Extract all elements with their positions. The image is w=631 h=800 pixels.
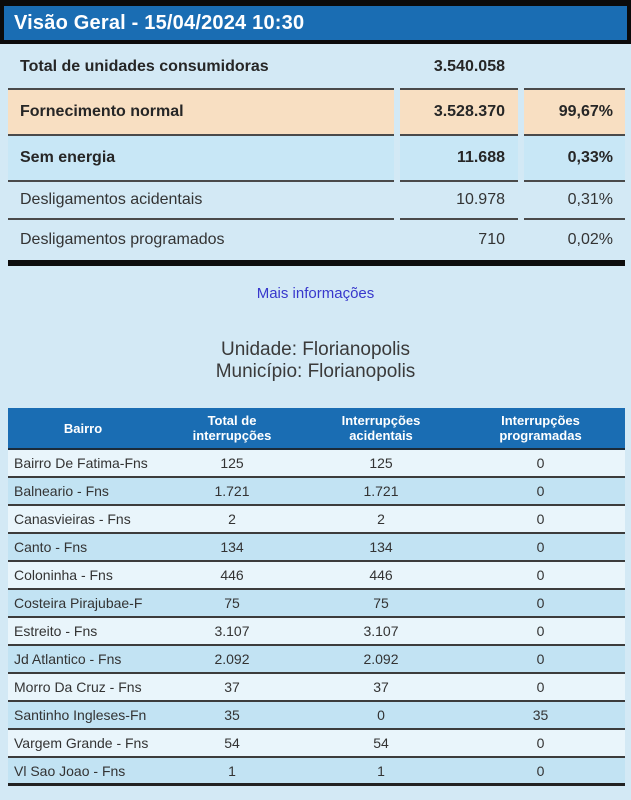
summary-value: 710 xyxy=(478,231,505,248)
interrupcoes-acidentais: 1.721 xyxy=(363,483,399,499)
municipio-label: Município: Florianopolis xyxy=(215,361,416,382)
summary-value: 11.688 xyxy=(400,136,518,182)
summary-row-sem-energia xyxy=(8,136,625,182)
header-interrupcoes-programadas: Interrupções programadas xyxy=(499,413,582,443)
interrupcoes-acidentais: 3.107 xyxy=(363,623,399,639)
total-interrupcoes: 2.092 xyxy=(214,651,250,667)
total-interrupcoes: 3.107 xyxy=(214,623,250,639)
interrupcoes-programadas: 0 xyxy=(536,483,545,499)
summary-table xyxy=(8,46,625,260)
summary-value: 10.978 xyxy=(400,182,518,220)
bairro-name: Balneario - Fns xyxy=(14,483,109,499)
interrupcoes-acidentais: 125 xyxy=(369,455,393,471)
total-interrupcoes: 134 xyxy=(220,539,244,555)
header-total-interrupcoes: Total de interrupções xyxy=(192,413,272,443)
table-row xyxy=(8,450,625,478)
interrupcoes-programadas: 0 xyxy=(536,679,545,695)
total-interrupcoes: 1 xyxy=(228,762,236,779)
table-row xyxy=(8,702,625,730)
table-row xyxy=(8,730,625,758)
total-interrupcoes: 125 xyxy=(220,455,244,471)
location-block xyxy=(0,339,631,383)
summary-percent xyxy=(524,46,625,90)
total-interrupcoes: 54 xyxy=(224,735,240,751)
interrupcoes-acidentais: 37 xyxy=(373,679,389,695)
summary-value: 3.540.058 xyxy=(400,46,518,90)
total-interrupcoes: 446 xyxy=(220,567,244,583)
more-info-link[interactable]: Mais informações xyxy=(256,285,375,302)
interrupcoes-acidentais: 2 xyxy=(377,511,385,527)
total-interrupcoes: 75 xyxy=(224,595,240,611)
bairro-name: Canto - Fns xyxy=(14,539,88,555)
bairro-name: Jd Atlantico - Fns xyxy=(14,651,122,667)
unidade-label: Unidade: Florianopolis xyxy=(220,339,411,360)
interrupcoes-programadas: 0 xyxy=(536,455,545,471)
bairro-name: Morro Da Cruz - Fns xyxy=(14,679,142,695)
summary-percent: 99,67% xyxy=(524,90,625,136)
table-row xyxy=(8,758,625,786)
summary-bottom-border xyxy=(8,260,625,266)
bairro-name: Vargem Grande - Fns xyxy=(14,735,149,751)
summary-percent: 0,33% xyxy=(524,136,625,182)
interrupcoes-acidentais: 0 xyxy=(377,707,385,723)
header-bairro: Bairro xyxy=(63,420,103,436)
interrupcoes-acidentais: 2.092 xyxy=(363,651,399,667)
interrupcoes-programadas: 0 xyxy=(536,762,545,779)
total-interrupcoes: 1.721 xyxy=(214,483,250,499)
more-info-container xyxy=(0,285,631,303)
interrupcoes-acidentais: 75 xyxy=(373,595,389,611)
interrupcoes-acidentais: 54 xyxy=(373,735,389,751)
total-interrupcoes: 37 xyxy=(224,679,240,695)
bairro-table-header xyxy=(8,408,625,450)
bairro-name: Santinho Ingleses-Fn xyxy=(14,707,147,723)
interrupcoes-programadas: 0 xyxy=(536,595,545,611)
bairro-table xyxy=(8,408,625,786)
interrupcoes-acidentais: 1 xyxy=(377,762,385,779)
summary-label: Desligamentos acidentais xyxy=(8,182,394,220)
table-row xyxy=(8,674,625,702)
summary-row-fornecimento-normal xyxy=(8,90,625,136)
bairro-name: Costeira Pirajubae-F xyxy=(14,595,143,611)
page-title: Visão Geral - 15/04/2024 10:30 xyxy=(14,11,305,34)
table-row xyxy=(8,506,625,534)
summary-row-desligamentos-acidentais xyxy=(8,182,625,220)
interrupcoes-programadas: 0 xyxy=(536,539,545,555)
interrupcoes-programadas: 35 xyxy=(532,707,549,723)
interrupcoes-acidentais: 446 xyxy=(369,567,393,583)
header-interrupcoes-acidentais: Interrupções acidentais xyxy=(341,413,421,443)
summary-label: Sem energia xyxy=(8,136,394,182)
table-row xyxy=(8,562,625,590)
bairro-name: Bairro De Fatima-Fns xyxy=(14,455,148,471)
table-row xyxy=(8,534,625,562)
total-interrupcoes: 35 xyxy=(224,707,240,723)
table-row xyxy=(8,618,625,646)
bairro-name: Canasvieiras - Fns xyxy=(14,511,131,527)
summary-percent: 0,02% xyxy=(567,231,613,248)
bairro-name: Coloninha - Fns xyxy=(14,567,113,583)
summary-row-desligamentos-programados xyxy=(8,220,625,260)
interrupcoes-programadas: 0 xyxy=(536,567,545,583)
interrupcoes-programadas: 0 xyxy=(536,735,545,751)
bairro-name: Vl Sao Joao - Fns xyxy=(14,762,126,779)
table-row xyxy=(8,646,625,674)
summary-label: Fornecimento normal xyxy=(8,90,394,136)
total-interrupcoes: 2 xyxy=(228,511,236,527)
table-row xyxy=(8,478,625,506)
title-bar xyxy=(0,6,631,44)
interrupcoes-programadas: 0 xyxy=(536,623,545,639)
summary-label: Total de unidades consumidoras xyxy=(8,46,394,90)
summary-percent: 0,31% xyxy=(524,182,625,220)
interrupcoes-programadas: 0 xyxy=(536,511,545,527)
summary-label: Desligamentos programados xyxy=(20,231,225,248)
interrupcoes-programadas: 0 xyxy=(536,651,545,667)
summary-value: 3.528.370 xyxy=(400,90,518,136)
table-row xyxy=(8,590,625,618)
summary-row-total xyxy=(8,46,625,90)
bairro-name: Estreito - Fns xyxy=(14,623,98,639)
interrupcoes-acidentais: 134 xyxy=(369,539,393,555)
